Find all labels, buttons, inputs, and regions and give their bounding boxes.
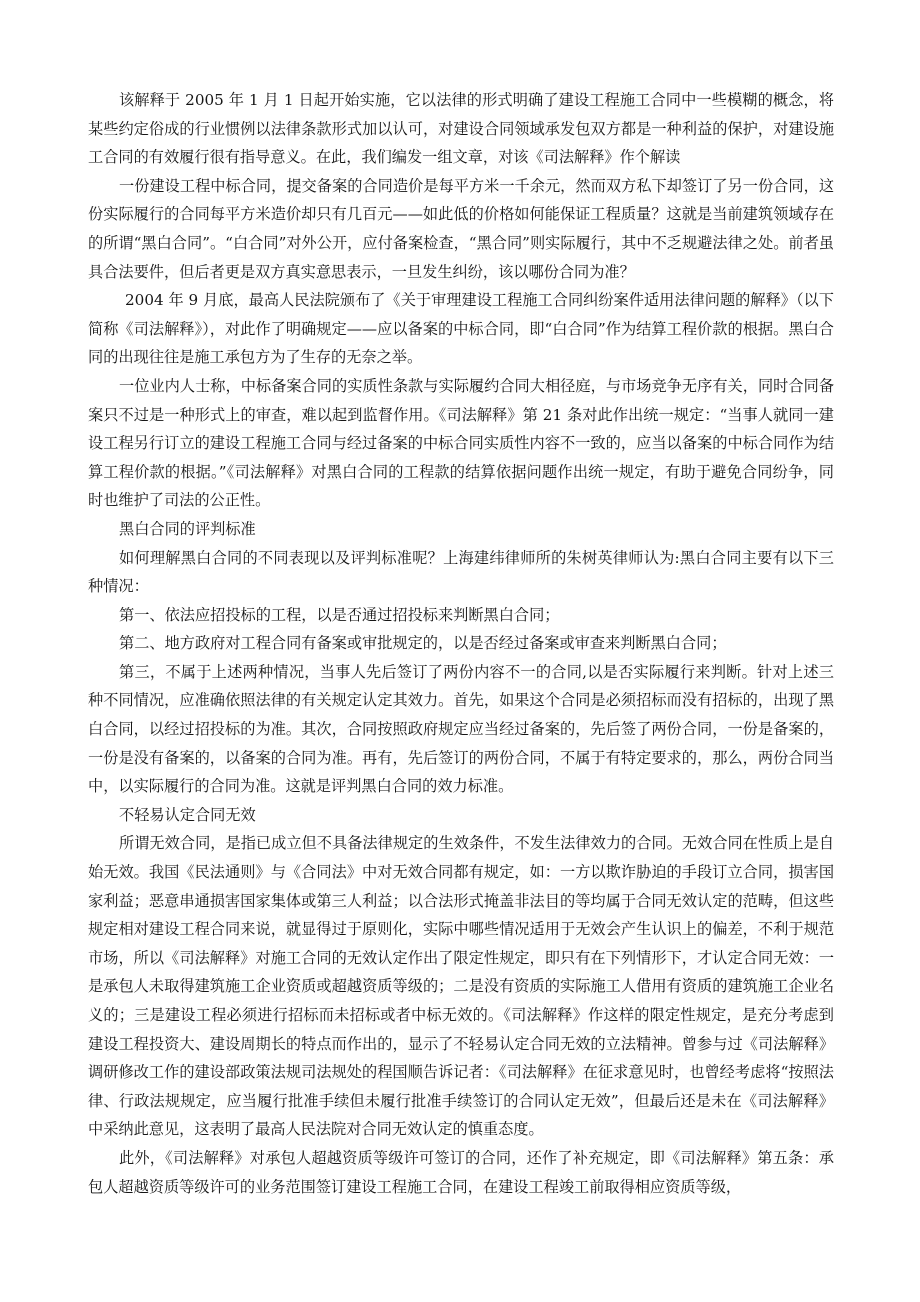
- paragraph-invalid-contract: 所谓无效合同，是指已成立但不具备法律规定的生效条件，不发生法律效力的合同。无效合同在性质上是自始无效。我国《民法通则》与《合同法》中对无效合同都有规定，如：一方以欺诈胁迫的手段订立合同，损害国家利益；恶意串通损害国家集体或第三人利益；以合法形式掩盖非法目的等均属于合同无效认定的范畴，但这些规定相对建设工程合同来说，就显得过于原则化，实际中哪些情况适用于无效会产生认识上的偏差，不利于规范市场，所以《司法解释》对施工合同的无效认定作出了限定性规定，即只有在下列情形下，才认定合同无效：一是承包人未取得建筑施工企业资质或超越资质等级的；二是没有资质的实际施工人借用有资质的建筑施工企业名义的；三是建设工程必须进行招标而未招标或者中标无效的。《司法解释》作这样的限定性规定，是充分考虑到建设工程投资大、建设周期长的特点而作出的，显示了不轻易认定合同无效的立法精神。曾参与过《司法解释》调研修改工作的建设部政策法规司法规处的程国顺告诉记者：《司法解释》在征求意见时，也曾经考虑将“按照法律、行政法规规定，应当履行批准手续但未履行批准手续签订的合同认定无效”，但最后还是未在《司法解释》中采纳此意见，这表明了最高人民法院对合同无效认定的慎重态度。: [88, 834, 834, 1139]
- paragraph-three-cases: 如何理解黑白合同的不同表现以及评判标准呢？上海建纬律师所的朱树英律师认为:黑白合同主要有以下三种情况：: [88, 548, 834, 596]
- paragraph-black-white-contract: 一份建设工程中标合同，提交备案的合同造价是每平方米一千余元，然而双方私下却签订了另一份合同，这份实际履行的合同每平方米造价却只有几百元——如此低的价格如何能保证工程质量？这就是当前建筑领域存在的所谓“黑白合同”。“白合同”对外公开，应付备案检查，“黑合同”则实际履行，其中不乏规避法律之处。前者虽具合法要件，但后者更是双方真实意思表示，一旦发生纠纷，该以哪份合同为准？: [88, 176, 834, 281]
- intro-paragraph: 该解释于 2005 年 1 月 1 日起开始实施，它以法律的形式明确了建设工程施工合同中一些模糊的概念，将某些约定俗成的行业惯例以法律条款形式加以认可，对建设合同领域承发包双方都是一种利益的保护，对建设施工合同的有效履行很有指导意义。在此，我们编发一组文章，对该《司法解释》作个解读: [88, 91, 834, 167]
- paragraph-judicial-interpretation: 2004 年 9 月底，最高人民法院颁布了《关于审理建设工程施工合同纠纷案件适用法律问题的解释》（以下简称《司法解释》），对此作了明确规定——应以备案的中标合同，即“白合同”作为结算工程价款的根据。黑白合同的出现往往是施工承包方为了生存的无奈之举。: [88, 291, 834, 367]
- section-heading-standards: 黑白合同的评判标准: [119, 519, 256, 538]
- paragraph-article-21: 一位业内人士称，中标备案合同的实质性条款与实际履约合同大相径庭，与市场竞争无序有关，同时合同备案只不过是一种形式上的审查，难以起到监督作用。《司法解释》第 21 条对此作出统一规定：“当事人就同一建设工程另行订立的建设工程施工合同与经过备案的中标合同实质性内容不一致的，应当以备案的中标合同作为结算工程价款的根据。”《司法解释》对黑白合同的工程款的结算依据问题作出统一规定，有助于避免合同纷争，同时也维护了司法的公正性。: [88, 376, 834, 510]
- section-heading-invalid: 不轻易认定合同无效: [119, 805, 256, 824]
- paragraph-supplement: 此外，《司法解释》对承包人超越资质等级许可签订的合同，还作了补充规定，即《司法解释》第五条：承包人超越资质等级许可的业务范围签订建设工程施工合同，在建设工程竣工前取得相应资质等级，: [88, 1148, 834, 1196]
- document-body: [88, 86, 834, 1201]
- list-item-third: 第三，不属于上述两种情况，当事人先后签订了两份内容不一的合同,以是否实际履行来判断。针对上述三种不同情况，应准确依照法律的有关规定认定其效力。首先，如果这个合同是必须招标而没有招标的，出现了黑白合同，以经过招投标的为准。其次，合同按照政府规定应当经过备案的，先后签了两份合同，一份是备案的，一份是没有备案的，以备案的合同为准。再有，先后签订的两份合同，不属于有特定要求的，那么，两份合同当中，以实际履行的合同为准。这就是评判黑白合同的效力标准。: [88, 662, 834, 796]
- list-item-second: 第二、地方政府对工程合同有备案或审批规定的，以是否经过备案或审查来判断黑白合同；: [119, 634, 727, 653]
- list-item-first: 第一、依法应招投标的工程，以是否通过招投标来判断黑白合同；: [119, 605, 560, 624]
